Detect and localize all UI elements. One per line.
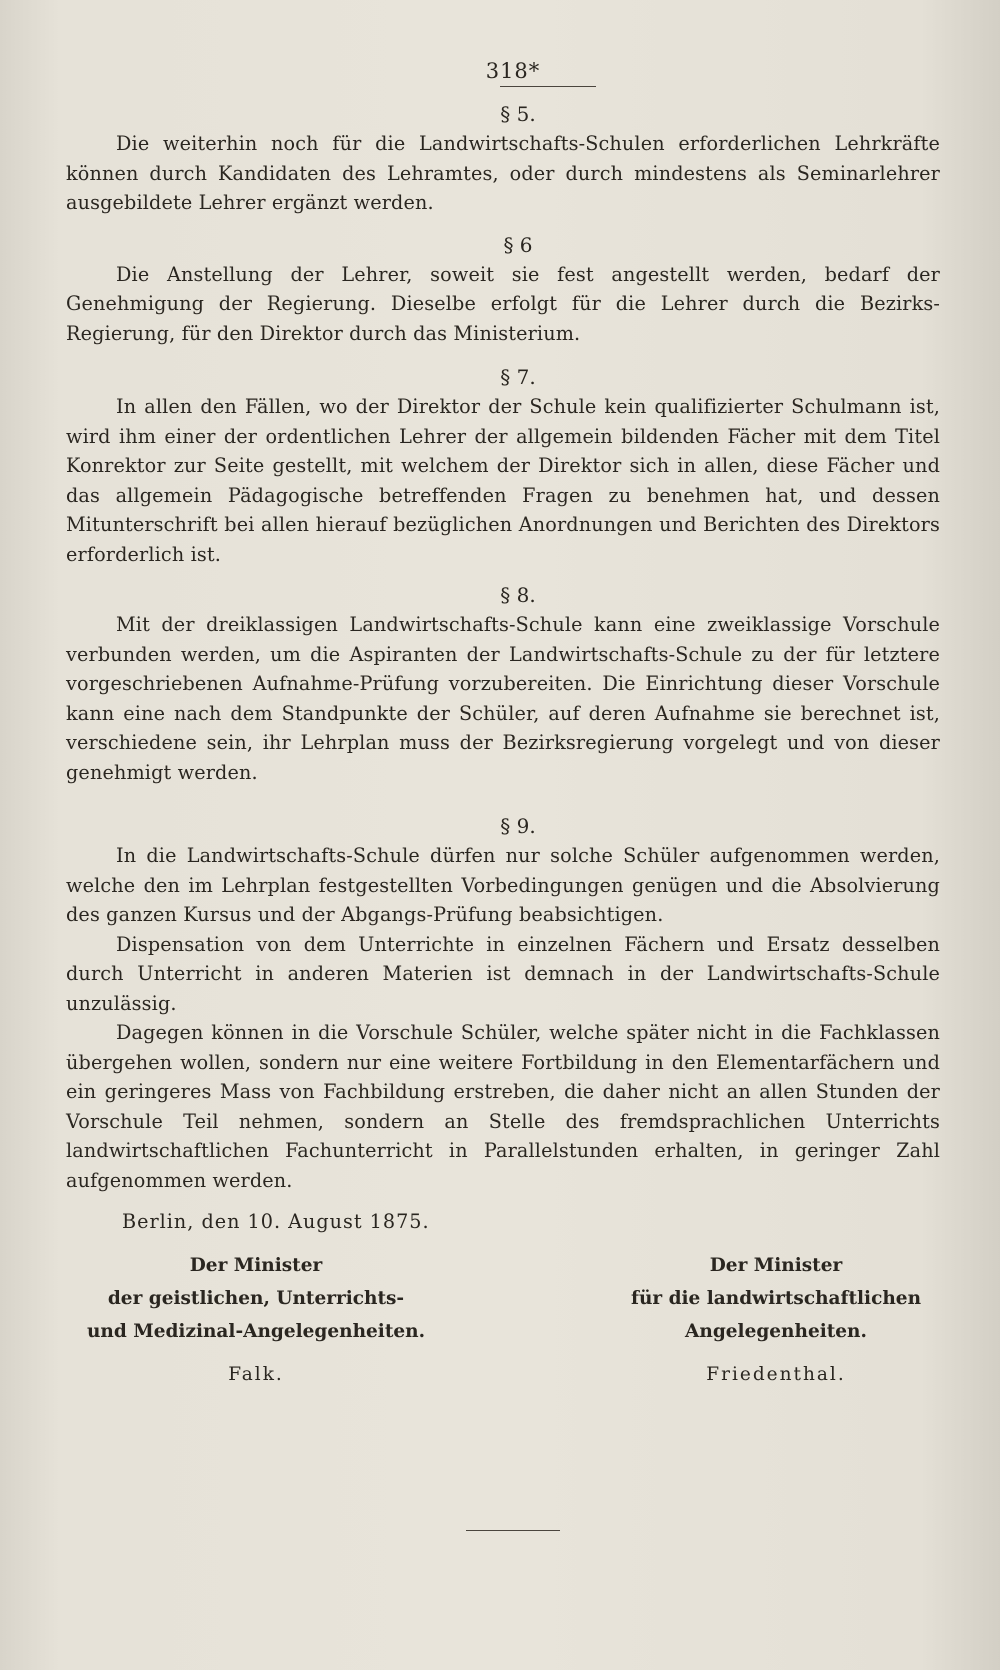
section-heading-5: § 5. bbox=[500, 102, 536, 126]
signatory-left-ministry-line-1: der geistlichen, Unterrichts- bbox=[107, 1288, 405, 1309]
signatory-right-ministry-line-1: für die landwirtschaftlichen bbox=[630, 1288, 922, 1309]
header-rule bbox=[500, 86, 596, 87]
section-9-paragraph-2: Dispensation von dem Unterrichte in einzelnen Fächern und Ersatz desselben durch Unterricht in anderen Materien ist demnach in der Landwirtschafts-Schule unzulässig. bbox=[66, 932, 940, 1015]
section-8-paragraph: Mit der dreiklassigen Landwirtschafts-Schule kann eine zweiklassige Vorschule verbunden werden, um die Aspiranten der Landwirtschafts-Schule zu der für letztere vorgeschriebenen Aufnahme-Prüfung vorzubereiten. Die Einrichtung dieser Vorschule kann eine nach dem Standpunkte der Schüler, auf deren Aufnahme sie berechnet ist, verschiedene sein, ihr Lehrplan muss der Bezirksregierung vorgelegt und von dieser genehmigt werden. bbox=[66, 613, 940, 784]
section-heading-9: § 9. bbox=[500, 814, 536, 838]
signatory-right bbox=[586, 1249, 966, 1391]
signatory-left bbox=[46, 1249, 466, 1391]
section-heading-7: § 7. bbox=[500, 365, 536, 389]
signatory-left-name: Falk. bbox=[228, 1364, 284, 1385]
section-6-paragraph: Die Anstellung der Lehrer, soweit sie fest angestellt werden, bedarf der Genehmigung der Regierung. Dieselbe erfolgt für die Lehrer durch die Bezirks-Regierung, für den Direktor durch das Ministerium. bbox=[66, 262, 940, 345]
date-line: Berlin, den 10. August 1875. bbox=[122, 1210, 430, 1233]
signatory-left-title: Der Minister bbox=[189, 1255, 323, 1276]
page-number: 318* bbox=[485, 59, 541, 83]
section-7-paragraph: In allen den Fällen, wo der Direktor der Schule kein qualifizierter Schulmann ist, wird ihm einer der ordentlichen Lehrer der allgemein bildenden Fächer mit dem Titel Konrektor zur Seite gestellt, mit welchem der Direktor sich in allen, diese Fächer und das allgemein Pädagogische betreffenden Fragen zu benehmen hat, und dessen Mitunterschrift bei allen hierauf bezüglichen Anordnungen und Berichten des Direktors erforderlich ist. bbox=[66, 395, 940, 566]
footer-rule bbox=[466, 1530, 560, 1531]
section-9-paragraph-3: Dagegen können in die Vorschule Schüler, welche später nicht in die Fachklassen übergehen wollen, sondern nur eine weitere Fortbildung in den Elementarfächern und ein geringeres Mass von Fachbildung erstreben, die daher nicht an allen Stunden der Vorschule Teil nehmen, sondern an Stelle des fremdsprachlichen Unterrichts landwirtschaftlichen Fachunterricht in Parallelstunden erhalten, in geringer Zahl aufgenommen werden. bbox=[66, 1021, 940, 1192]
section-heading-8: § 8. bbox=[500, 583, 536, 607]
signatory-right-name: Friedenthal. bbox=[706, 1364, 846, 1385]
signatory-right-title: Der Minister bbox=[709, 1255, 843, 1276]
signature-block bbox=[66, 1249, 940, 1391]
signatory-right-ministry-line-2: Angelegenheiten. bbox=[685, 1321, 867, 1342]
signatory-left-ministry-line-2: und Medizinal-Angelegenheiten. bbox=[86, 1321, 426, 1342]
section-heading-6: § 6 bbox=[503, 232, 533, 257]
section-9-paragraph-1: In die Landwirtschafts-Schule dürfen nur solche Schüler aufgenommen werden, welche den im Lehrplan festgestellten Vorbedingungen genügen und die Absolvierung des ganzen Kursus und der Abgangs-Prüfung beabsichtigen. bbox=[66, 844, 940, 926]
section-5-paragraph: Die weiterhin noch für die Landwirtschafts-Schulen erforderlichen Lehrkräfte können durch Kandidaten des Lehramtes, oder durch mindestens als Seminarlehrer ausgebildete Lehrer ergänzt werden. bbox=[66, 132, 940, 214]
